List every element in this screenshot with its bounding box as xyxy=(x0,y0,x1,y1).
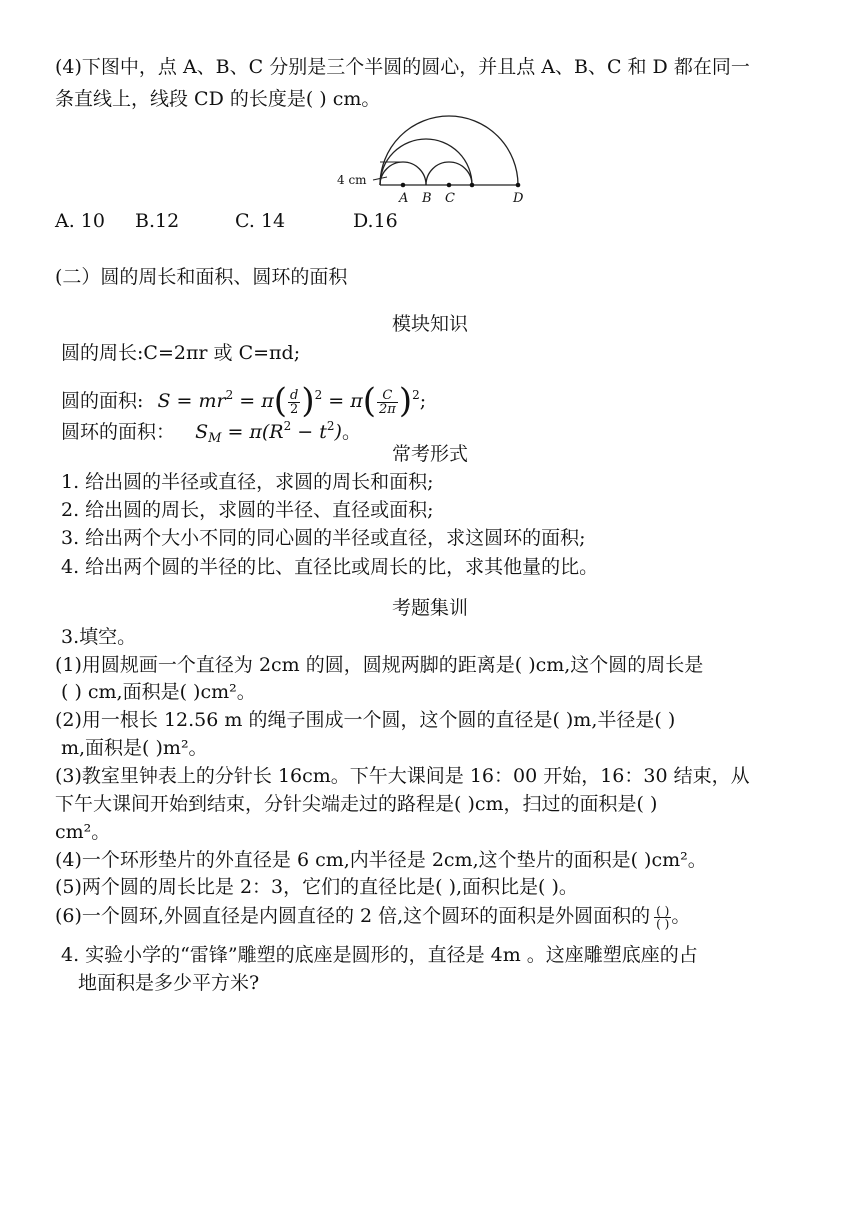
question-3-1-line-1: (1)用圆规画一个直径为 2cm 的圆，圆规两脚的距离是( )cm,这个圆的周长是 xyxy=(55,654,704,676)
question-4-line-2: 条直线上，线段 CD 的长度是( ) cm。 xyxy=(55,88,381,110)
question-3-3-line-3: cm²。 xyxy=(55,821,111,843)
common-forms-heading: 常考形式 xyxy=(391,443,468,465)
point-c-dot xyxy=(447,183,452,188)
practice-heading: 考题集训 xyxy=(391,597,468,619)
dimension-label: 4 cm xyxy=(337,173,367,187)
point-mid-dot xyxy=(470,183,475,188)
point-b-label: B xyxy=(422,191,432,206)
area-formula-math: $S = mr^2 = \pi$( $\frac{d}{2}$ )$^2$ = π( $\frac{C}{2\pi}$ )$^2$ xyxy=(157,381,420,421)
ring-area-label: 圆环的面积： xyxy=(61,421,176,443)
question-3-6-text: (6)一个圆环,外圆直径是内圆直径的 2 倍,这个圆环的面积是外圆面积的 xyxy=(55,905,651,927)
question-3-3-line-2: 下午大课间开始到结束，分针尖端走过的路程是( )cm，扫过的面积是( ) xyxy=(55,793,658,815)
question-3-2-line-1: (2)用一根长 12.56 m 的绳子围成一个圆，这个圆的直径是( )m,半径是( ) xyxy=(55,709,676,731)
common-form-item-1: 1. 给出圆的半径或直径，求圆的周长和面积; xyxy=(61,471,434,493)
question-3-2-line-2: m,面积是( )m²。 xyxy=(61,737,208,759)
option-a: A. 10 xyxy=(55,210,105,232)
small-semicircle-a xyxy=(380,162,426,185)
common-form-item-3: 3. 给出两个大小不同的同心圆的半径或直径，求这圆环的面积; xyxy=(61,527,586,549)
question-4-word-problem-line-1: 4. 实验小学的“雷锋”雕塑的底座是圆形的，直径是 4m 。这座雕塑底座的占 xyxy=(61,944,698,966)
blank-fraction: $\frac{( )}{( )}$ xyxy=(656,903,670,931)
ring-area-formula: 圆环的面积： $S_M = \pi(R^2 - t^2)$。 xyxy=(61,419,361,446)
point-d-label: D xyxy=(513,191,524,206)
option-c: C. 14 xyxy=(235,210,286,232)
question-4-word-problem-line-2: 地面积是多少平方米? xyxy=(78,972,260,994)
option-d: D.16 xyxy=(353,210,398,232)
question-3-1-line-2: ( ) cm,面积是( )cm²。 xyxy=(61,681,256,703)
point-d-dot xyxy=(516,183,521,188)
semicircles-figure xyxy=(325,108,540,208)
question-3-6: (6)一个圆环,外圆直径是内圆直径的 2 倍,这个圆环的面积是外圆面积的 $\frac{( )}{( )}$ 。 xyxy=(55,903,691,931)
small-semicircle-b xyxy=(426,162,472,185)
section-title: (二）圆的周长和面积、圆环的面积 xyxy=(55,266,348,288)
circumference-formula: 圆的周长:C=2πr 或 C=πd; xyxy=(61,342,301,364)
common-form-item-4: 4. 给出两个圆的半径的比、直径比或周长的比，求其他量的比。 xyxy=(61,556,599,578)
area-label: 圆的面积: xyxy=(61,390,144,412)
area-formula: 圆的面积: $S = mr^2 = \pi$( $\frac{d}{2}$ )$^2$ = π( $\frac{C}{2\pi}$ )$^2$; xyxy=(61,381,427,421)
question-3-title: 3.填空。 xyxy=(61,626,137,648)
common-form-item-2: 2. 给出圆的周长，求圆的半径、直径或面积; xyxy=(61,499,434,521)
option-b: B.12 xyxy=(135,210,180,232)
point-c-label: C xyxy=(445,191,455,206)
question-3-5: (5)两个圆的周长比是 2：3，它们的直径比是( ),面积比是( )。 xyxy=(55,876,578,898)
question-3-4: (4)一个环形垫片的外直径是 6 cm,内半径是 2cm,这个垫片的面积是( )cm²。 xyxy=(55,849,707,871)
point-a-label: A xyxy=(399,191,409,206)
knowledge-heading: 模块知识 xyxy=(391,313,468,335)
question-3-3-line-1: (3)教室里钟表上的分针长 16cm。下午大课间是 16：00 开始，16：30 结束，从 xyxy=(55,765,750,787)
large-semicircle xyxy=(380,116,518,185)
ring-area-math: $S_M = \pi(R^2 - t^2)$ xyxy=(195,419,342,446)
point-a-dot xyxy=(401,183,406,188)
question-4-line-1: (4)下图中，点 A、B、C 分别是三个半圆的圆心，并且点 A、B、C 和 D 都在同一 xyxy=(55,56,750,78)
